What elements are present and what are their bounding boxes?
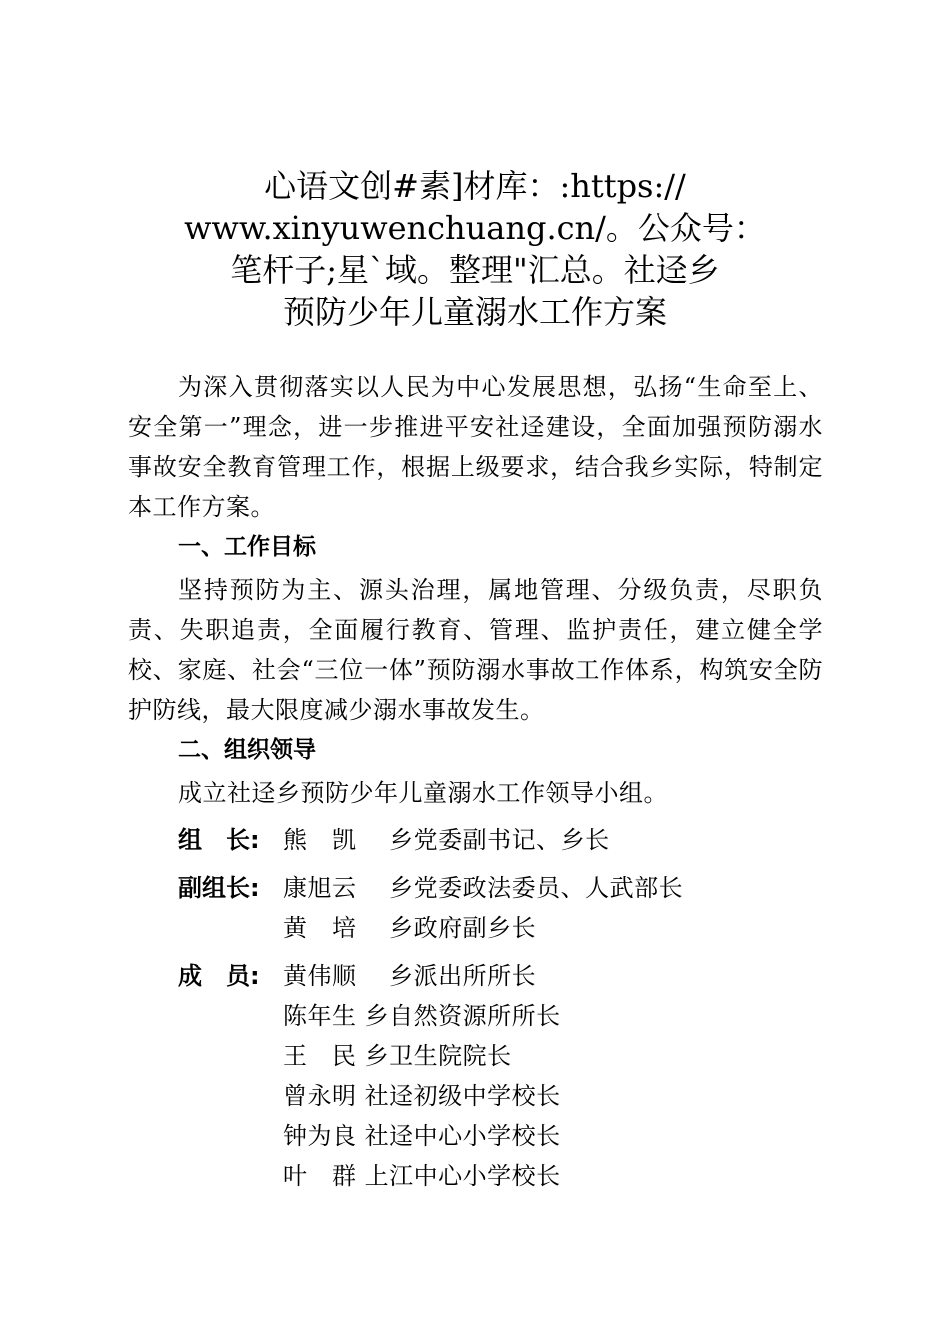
member-entry: 叶 群 上江中心小学校长: [283, 1162, 561, 1190]
role-label-leader: 组 长:: [178, 826, 260, 854]
intro-paragraph: 为深入贯彻落实以人民为中心发展思想，弘扬“生命至上、安全第一”理念，进一步推进平安社迳建设，全面加强预防溺水事故安全教育管理工作，根据上级要求，结合我乡实际，特制定本工作方案。: [128, 373, 823, 521]
title-line: 预防少年儿童溺水工作方案: [282, 293, 667, 331]
member-entry: 康旭云 乡党委政法委员、人武部长: [283, 874, 684, 902]
role-label-deputy: 副组长:: [178, 874, 260, 902]
member-entry: 陈年生 乡自然资源所所长: [283, 1002, 561, 1030]
member-entry: 曾永明 社迳初级中学校长: [283, 1082, 561, 1110]
member-entry: 王 民 乡卫生院院长: [283, 1042, 512, 1070]
document-title: [0, 165, 950, 333]
role-label-members: 成 员:: [178, 962, 260, 990]
member-entry: 熊 凯 乡党委副书记、乡长: [283, 826, 610, 854]
section-heading-leadership: 二、组织领导: [178, 737, 316, 763]
member-entry: 钟为良 社迳中心小学校长: [283, 1122, 561, 1150]
goals-paragraph: 坚持预防为主、源头治理，属地管理、分级负责，尽职负责、失职追责，全面履行教育、管理、监护责任，建立健全学校、家庭、社会“三位一体”预防溺水事故工作体系，构筑安全防护防线，最大限度减少溺水事故发生。: [128, 576, 823, 724]
section-heading-goals: 一、工作目标: [178, 534, 316, 560]
leadership-intro: 成立社迳乡预防少年儿童溺水工作领导小组。: [178, 779, 668, 807]
title-line: www.xinyuwenchuang.cn/。公众号：: [184, 209, 766, 247]
title-line: 心语文创#素]材库：:https://: [264, 167, 686, 205]
member-entry: 黄 培 乡政府副乡长: [283, 914, 537, 942]
title-line: 笔杆子;星`域。整理"汇总。社迳乡: [230, 251, 720, 289]
member-entry: 黄伟顺 乡派出所所长: [283, 962, 537, 990]
